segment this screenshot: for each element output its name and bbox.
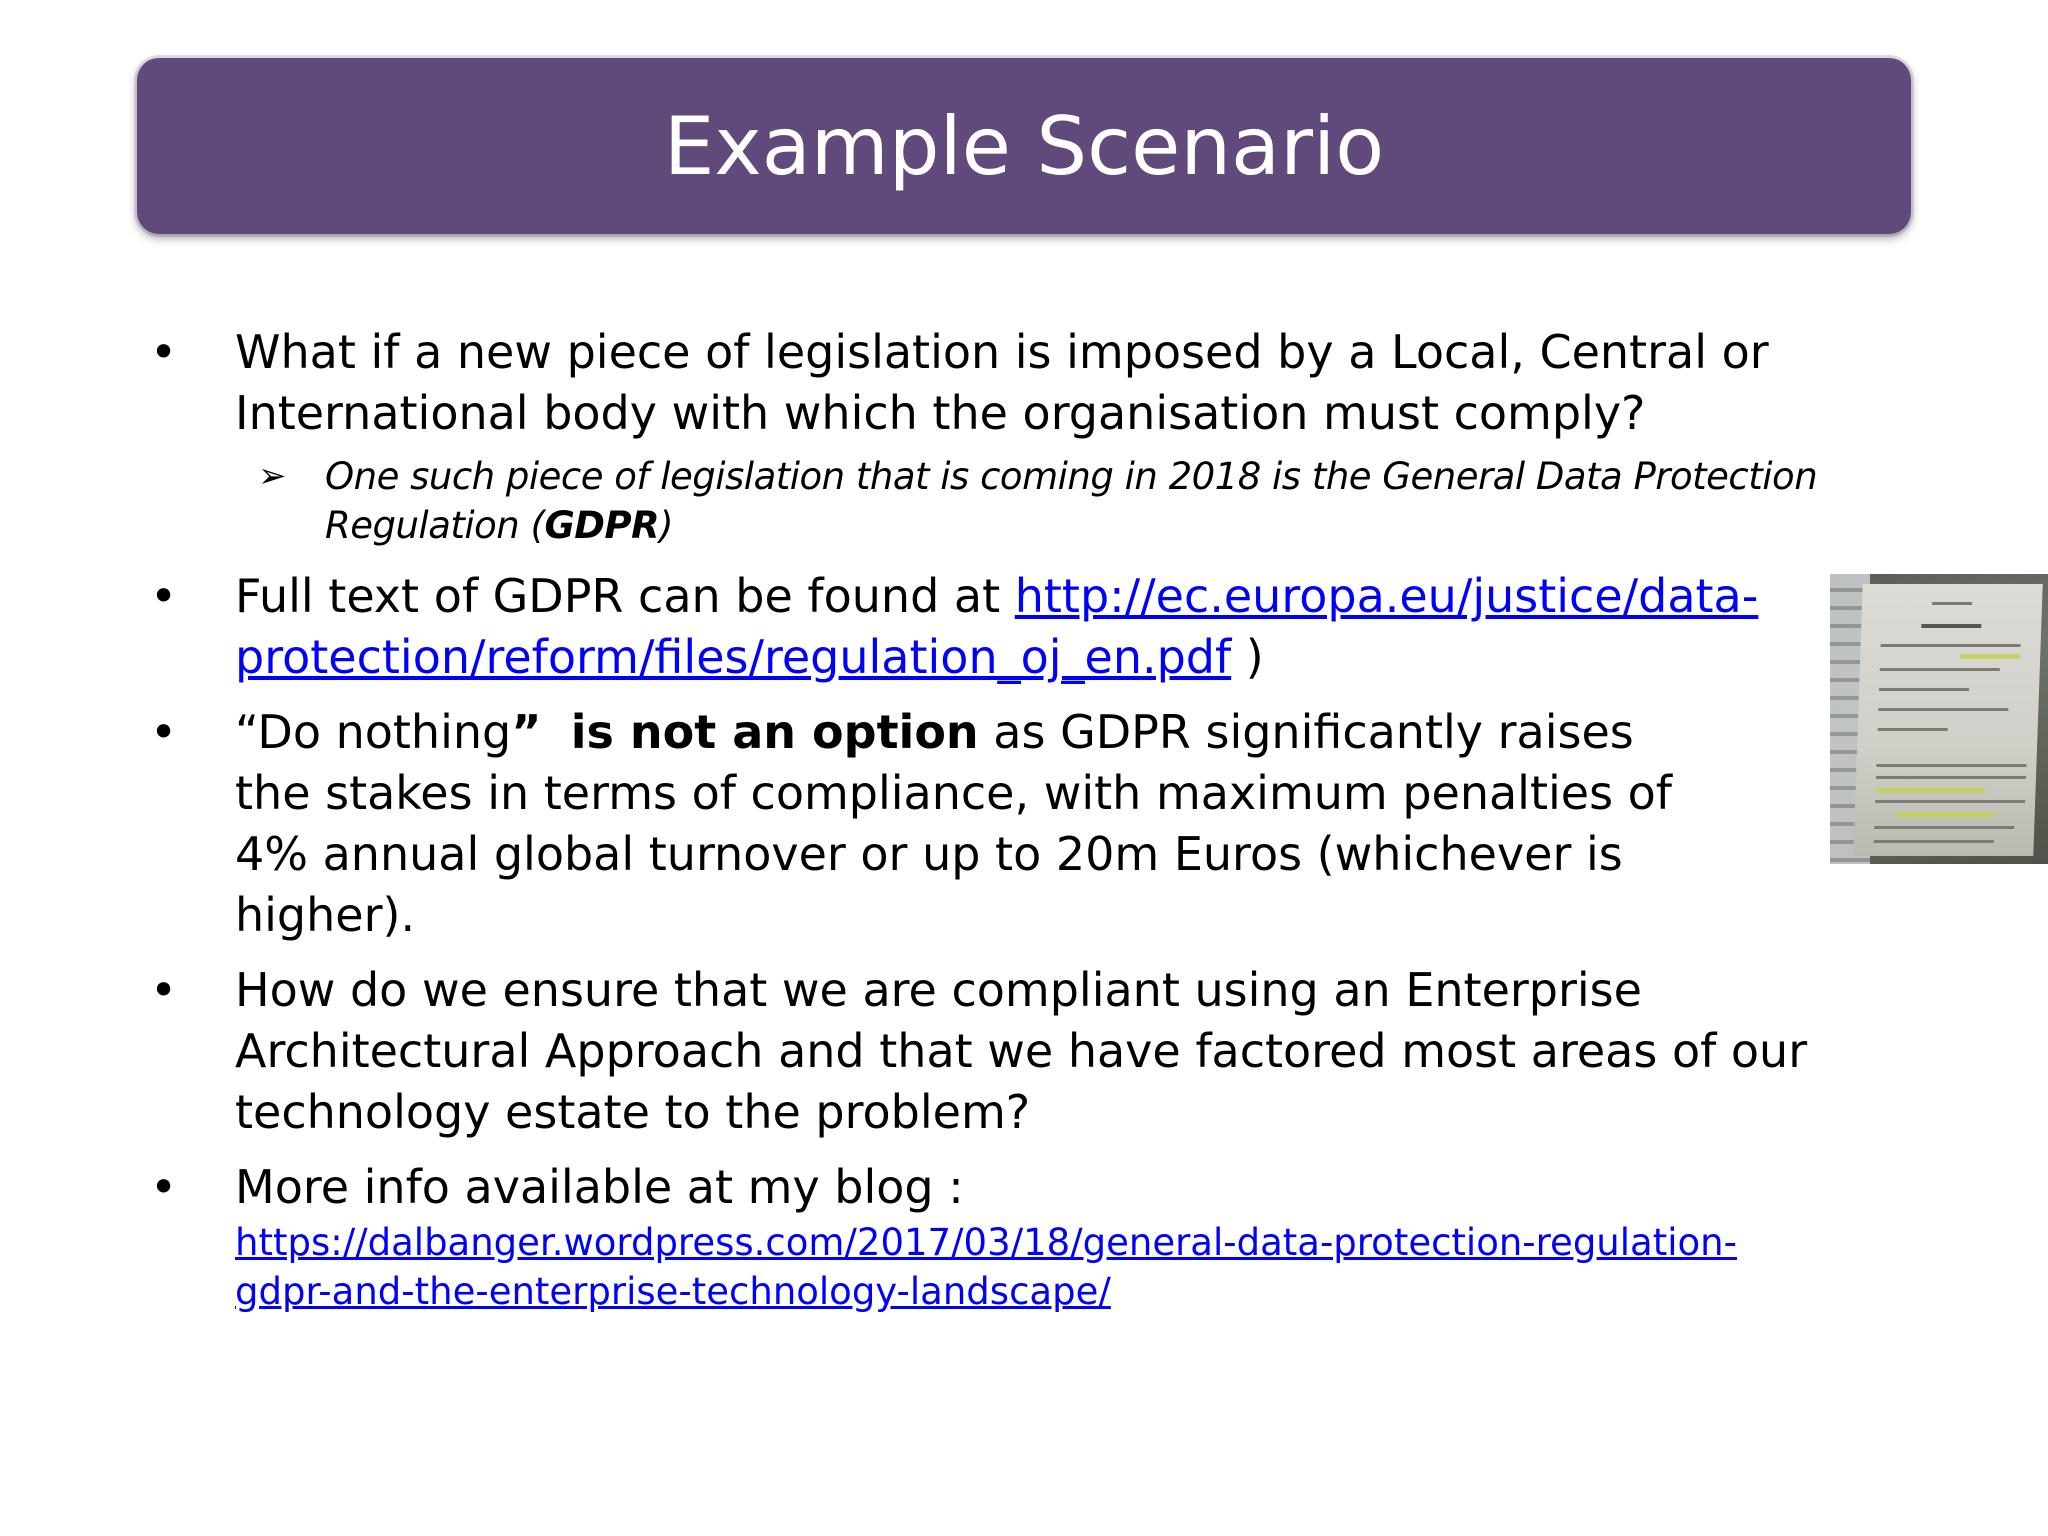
bullet-enterprise-approach (150, 960, 1830, 1143)
bullet-text: What if a new piece of legislation is imposed by a Local, Central or International body with which the organisation must comply? (235, 325, 1769, 440)
bullet-text: “Do nothing (235, 705, 512, 759)
gdpr-regulation-link[interactable]: http://ec.europa.eu/justice/data-protection/reform/files/regulation_oj_en.pdf (235, 569, 1759, 684)
sub-bullet-text: One such piece of legislation that is coming in 2018 is the General Data Protection Regulation ( (325, 455, 1818, 547)
not-an-option-bold: is not an option (570, 705, 979, 759)
gdpr-document-photo (1830, 574, 2048, 864)
bullet-marker: • (150, 325, 178, 379)
bullet-do-nothing (150, 702, 1830, 946)
bullet-full-text (150, 566, 1830, 688)
document-paper-graphic (1853, 584, 2042, 856)
bullet-text-end: as GDPR significantly raises the stakes in terms of compliance, with maximum penalties of 4% annual global turnover or up to 20m Euros (whichever is higher). (235, 705, 1673, 942)
bullet-more-info (150, 1157, 1830, 1316)
bullet-text: More info available at my blog : (235, 1160, 964, 1214)
gdpr-bold: GDPR (544, 504, 660, 547)
bullet-text-end: ) (1231, 630, 1264, 684)
slide-title: Example Scenario (663, 99, 1385, 193)
bullet-text: How do we ensure that we are compliant using an Enterprise Architectural Approach and that we have factored most areas of our technology estate to the problem? (235, 963, 1808, 1139)
bullet-legislation (150, 322, 1830, 444)
sub-bullet-gdpr (150, 452, 1830, 550)
bullet-marker: • (150, 705, 178, 759)
sub-bullet-text-end: ) (659, 504, 674, 547)
bullet-marker: • (150, 963, 178, 1017)
blog-link[interactable]: https://dalbanger.wordpress.com/2017/03/18/general-data-protection-regulation-gdpr-and-the-enterprise-technology-landscape/ (235, 1221, 1737, 1313)
arrow-bullet-icon: ➢ (258, 456, 286, 496)
bullet-marker: • (150, 1160, 178, 1214)
bullet-text: Full text of GDPR can be found at (235, 569, 1015, 623)
title-banner (137, 58, 1911, 234)
slide-content (150, 322, 1830, 1330)
bold-quote: ” (511, 705, 542, 759)
bullet-marker: • (150, 569, 178, 623)
